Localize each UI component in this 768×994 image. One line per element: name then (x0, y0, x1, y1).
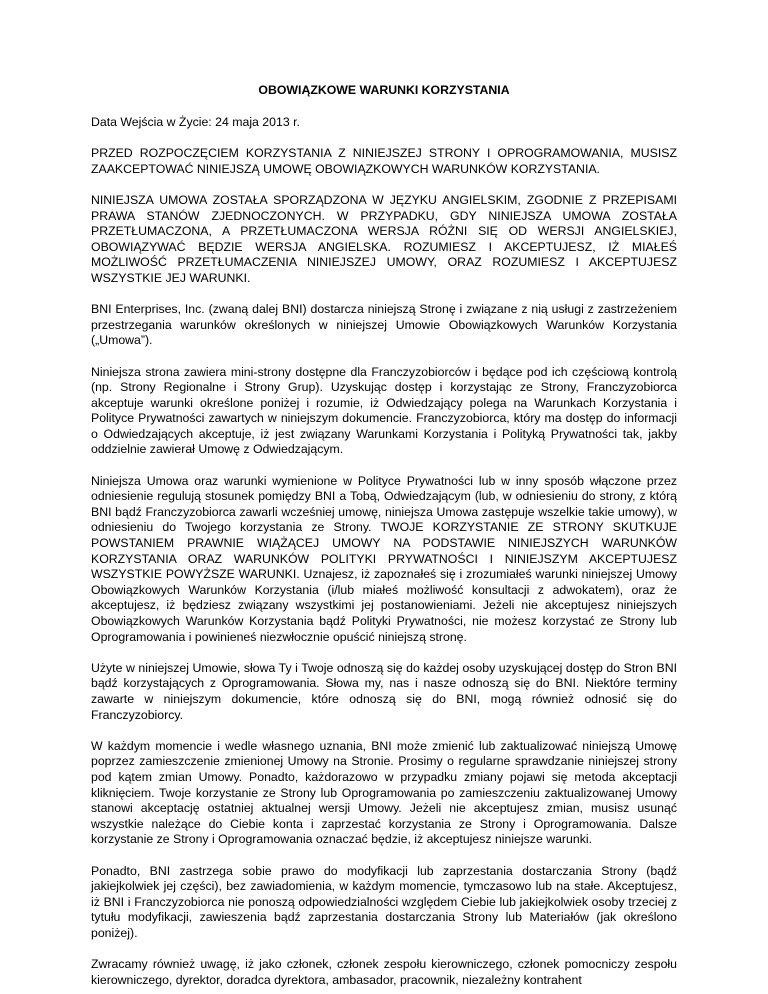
effective-date: Data Wejścia w Życie: 24 maja 2013 r. (91, 114, 300, 129)
paragraph-definitions: Użyte w niniejszej Umowie, słowa Ty i Twoje odnoszą się do każdej osoby uzyskującej dostęp do Stron BNI bądź korzystających z Oprogramowania. Słowa my, nas i nasze odnoszą się do BNI. Niektóre terminy zawarte w niniejszym dokumencie, które odnoszą się do BNI, mogą również odnosić się do Franczyzobiorcy. (91, 660, 677, 722)
paragraph-mini-sites: Niniejsza strona zawiera mini-strony dostępne dla Franczyzobiorców i będące pod ich częściową kontrolą (np. Strony Regionalne i Strony Grup). Uzyskując dostęp i korzystając ze Strony, Franczyzobiorca akceptuje warunki określone poniżej i rozumie, iż Odwiedzający polega na Warunkach Korzystania i Polityce Prywatności zawartych w niniejszym dokumencie. Franczyzobiorca, który ma dostęp do informacji o Odwiedzających akceptuje, iż jest związany Warunkami Korzystania i Polityką Prywatności tak, jakby oddzielnie zawierał Umowę z Odwiedzającym. (91, 364, 677, 457)
document-title: OBOWIĄZKOWE WARUNKI KORZYSTANIA (258, 83, 510, 97)
paragraph-changes: W każdym momencie i wedle własnego uznania, BNI może zmienić lub zaktualizować niniejszą Umowę poprzez zamieszczenie zmienionej Umowy na Stronie. Prosimy o regularne sprawdzanie niniejszej strony pod kątem zmian Umowy. Ponadto, każdorazowo w przypadku zmiany pojawi się metoda akceptacji kliknięciem. Twoje korzystanie ze Strony lub Oprogramowania po zamieszczeniu zaktualizowanej Umowy stanowi akceptację ostatniej aktualnej wersji Umowy. Jeżeli nie akceptujesz zmian, musisz usunąć wszystkie należące do Ciebie konta i zaprzestać korzystania ze Strony i Oprogramowania. Dalsze korzystanie ze Strony i Oprogramowania oznaczać będzie, iż akceptujesz niniejsze warunki. (91, 738, 677, 847)
paragraph-acceptance-notice: PRZED ROZPOCZĘCIEM KORZYSTANIA Z NINIEJSZEJ STRONY I OPROGRAMOWANIA, MUSISZ ZAAKCEPTOWAĆ NINIEJSZĄ UMOWĘ OBOWIĄZKOWYCH WARUNKÓW KORZYSTANIA. (91, 146, 677, 176)
paragraph-member-notice: Zwracamy również uwagę, iż jako członek, członek zespołu kierowniczego, członek pomocniczy zespołu kierowniczego, dyrektor, doradca dyrektora, ambasador, pracownik, niezależny kontrahent (91, 957, 677, 987)
paragraph-relationship: Niniejsza Umowa oraz warunki wymienione w Polityce Prywatności lub w inny sposób włączone przez odniesienie regulują stosunek pomiędzy BNI a Tobą, Odwiedzającym (lub, w odniesieniu do strony, z którą BNI bądź Franczyzobiorca zawarli wcześniej umowę, niniejsza Umowa zastępuje wszelkie takie umowy), w odniesieniu do Twojego korzystania ze Strony. TWOJE KORZYSTANIE ZE STRONY SKUTKUJE POWSTANIEM PRAWNIE WIĄŻĄCEJ UMOWY NA PODSTAWIE NINIEJSZYCH WARUNKÓW KORZYSTANIA ORAZ WARUNKÓW POLITYKI PRYWATNOŚCI I NINIEJSZYM AKCEPTUJESZ WSZYSTKIE POWYŻSZE WARUNKI. Uznajesz, iż zapoznałeś się i zrozumiałeś warunki niniejszej Umowy Obowiązkowych Warunków Korzystania (i/lub miałeś możliwość konsultacji z adwokatem), oraz że akceptujesz, iż będziesz związany wszystkimi jej postanowieniami. Jeżeli nie akceptujesz niniejszych Obowiązkowych Warunków Korzystania bądź Polityki Prywatności, nie możesz korzystać ze Strony lub Oprogramowania i powinieneś niezwłocznie opuścić niniejszą stronę. (91, 473, 677, 644)
paragraph-language-clause: NINIEJSZA UMOWA ZOSTAŁA SPORZĄDZONA W JĘZYKU ANGIELSKIM, ZGODNIE Z PRZEPISAMI PRAWA STANÓW ZJEDNOCZONYCH. W PRZYPADKU, GDY NINIEJSZA UMOWA ZOSTAŁA PRZETŁUMACZONA, A PRZETŁUMACZONA WERSJA RÓŻNI SIĘ OD WERSJI ANGIELSKIEJ, OBOWIĄZYWAĆ BĘDZIE WERSJA ANGIELSKA. ROZUMIESZ I AKCEPTUJESZ, IŻ MIAŁEŚ MOŻLIWOŚĆ PRZETŁUMACZENIA NINIEJSZEJ UMOWY, ORAZ ROZUMIESZ I AKCEPTUJESZ WSZYSTKIE JEJ WARUNKI. (91, 192, 677, 285)
document-body (91, 83, 677, 994)
paragraph-modification-rights: Ponadto, BNI zastrzega sobie prawo do modyfikacji lub zaprzestania dostarczania Strony (bądź jakiejkolwiek jej części), bez zawiadomienia, w każdym momencie, tymczasowo lub na stałe. Akceptujesz, iż BNI i Franczyzobiorca nie ponoszą odpowiedzialności względem Ciebie lub jakiejkolwiek osoby trzeciej z tytułu modyfikacji, zawieszenia bądź zaprzestania dostarczania Strony lub Materiałów (jak określono poniżej). (91, 863, 677, 940)
paragraph-bni-intro: BNI Enterprises, Inc. (zwaną dalej BNI) dostarcza niniejszą Stronę i związane z nią usługi z zastrzeżeniem przestrzegania warunków określonych w niniejszej Umowie Obowiązkowych Warunków Korzystania („Umowa”). (91, 302, 677, 348)
